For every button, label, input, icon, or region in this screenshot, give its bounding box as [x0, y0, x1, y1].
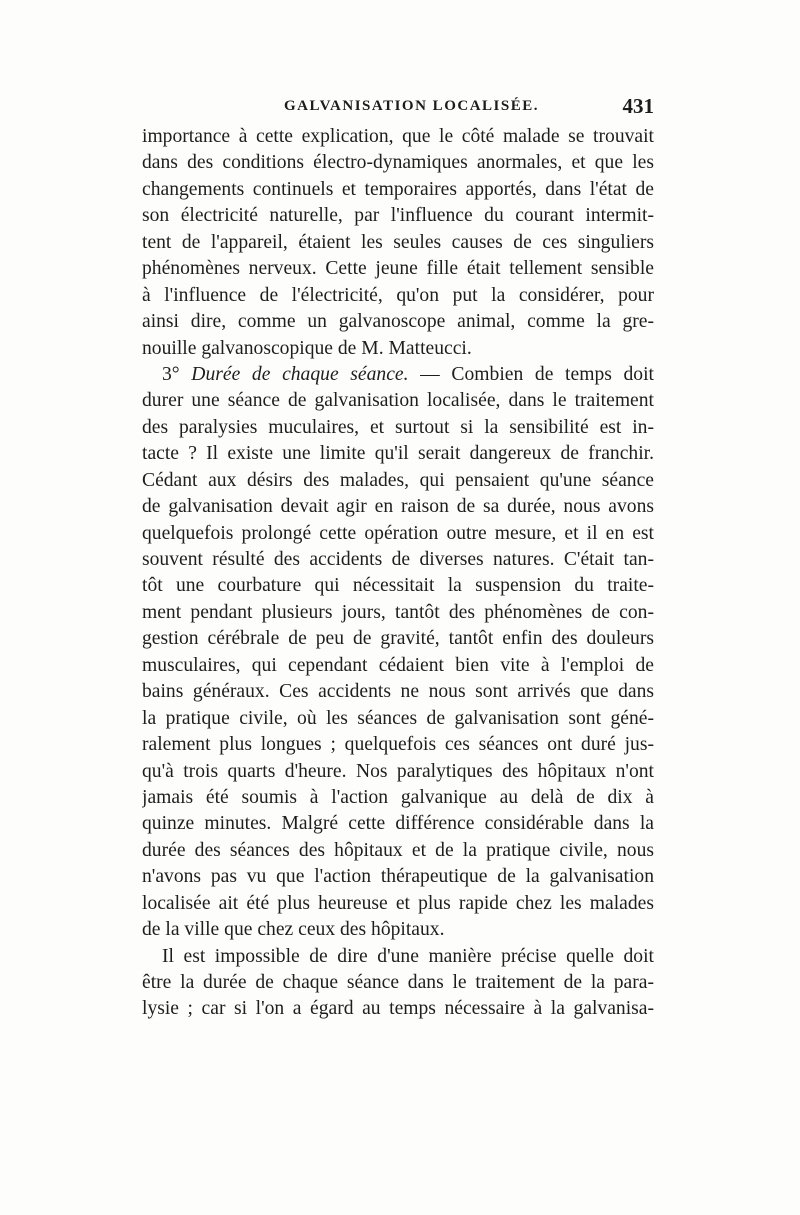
text-line: qu'à trois quarts d'heure. Nos paralytiques des hôpitaux n'ont: [142, 760, 654, 782]
text-line: durer une séance de galvanisation localisée, dans le traitement: [142, 390, 654, 412]
text-line: lysie ; car si l'on a égard au temps nécessaire à la galvanisa-: [142, 998, 654, 1020]
text-line: ralement plus longues ; quelquefois ces séances ont duré jus-: [142, 734, 654, 756]
text-line: des paralysies muculaires, et surtout si la sensibilité est in-: [142, 416, 654, 438]
text-line: jamais été soumis à l'action galvanique au delà de dix à: [142, 786, 654, 808]
text-line: souvent résulté des accidents de diverses natures. C'était tan-: [142, 549, 654, 570]
running-title: GALVANISATION LOCALISÉE.: [284, 98, 539, 114]
text-line: phénomènes nerveux. Cette jeune fille était tellement sensible: [142, 258, 654, 280]
text-line: localisée ait été plus heureuse et plus rapide chez les malades: [142, 892, 654, 914]
text-line: bains généraux. Ces accidents ne nous sont arrivés que dans: [142, 681, 654, 703]
text-line: être la durée de chaque séance dans le traitement de la para-: [142, 972, 654, 993]
text-line: dans des conditions électro-dynamiques anormales, et que les: [142, 152, 654, 174]
text-line: Cédant aux désirs des malades, qui pensaient qu'une séance: [142, 469, 654, 491]
text-line: musculaires, qui cependant cédaient bien vite à l'emploi de: [142, 654, 654, 676]
section-heading: Durée de chaque séance.: [191, 363, 409, 385]
text-line: la pratique civile, où les séances de galvanisation sont géné-: [142, 707, 654, 729]
text-line: quinze minutes. Malgré cette différence considérable dans la: [142, 813, 654, 835]
text-line: Il est impossible de dire d'une manière précise quelle doit: [162, 945, 654, 967]
text-line: tacte ? Il existe une limite qu'il serait dangereux de franchir.: [142, 443, 654, 465]
text-line: ment pendant plusieurs jours, tantôt des phénomènes de con-: [142, 601, 654, 623]
section-number: 3°: [162, 363, 192, 385]
running-head: [142, 94, 654, 124]
text-line: quelquefois prolongé cette opération outre mesure, et il en est: [142, 522, 654, 544]
text-line: de galvanisation devait agir en raison de sa durée, nous avons: [142, 496, 654, 518]
body-text: [142, 124, 654, 1023]
text-line: [142, 362, 654, 388]
text-line: n'avons pas vu que l'action thérapeutique de la galvanisation: [142, 866, 654, 888]
text-line: tent de l'appareil, étaient les seules causes de ces singuliers: [142, 231, 654, 253]
text-line: de la ville que chez ceux des hôpitaux.: [142, 919, 445, 941]
text-line: tôt une courbature qui nécessitait la suspension du traite-: [142, 575, 654, 597]
text-line: gestion cérébrale de peu de gravité, tantôt enfin des douleurs: [142, 628, 654, 650]
text-line: à l'influence de l'électricité, qu'on put la considérer, pour: [142, 284, 654, 306]
text-line: changements continuels et temporaires apportés, dans l'état de: [142, 178, 654, 200]
line-text: — Combien de temps doit: [408, 363, 654, 385]
text-line: durée des séances des hôpitaux et de la pratique civile, nous: [142, 839, 654, 861]
text-line: ainsi dire, comme un galvanoscope animal, comme la gre-: [142, 311, 654, 333]
text-line: son électricité naturelle, par l'influence du courant intermit-: [142, 205, 654, 227]
text-line: nouille galvanoscopique de M. Matteucci.: [142, 337, 472, 359]
page-number: 431: [622, 94, 654, 118]
text-line: importance à cette explication, que le côté malade se trouvait: [142, 126, 654, 147]
